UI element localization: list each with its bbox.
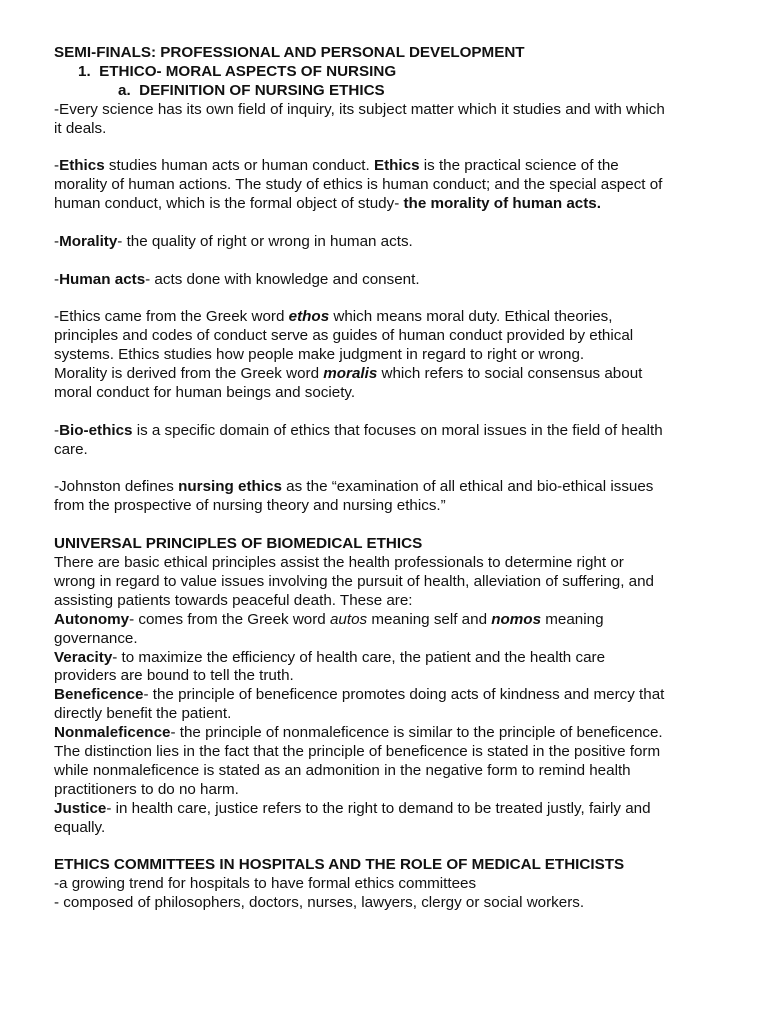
term-veracity: Veracity — [54, 648, 113, 666]
subsection-heading-text: DEFINITION OF NURSING ETHICS — [139, 81, 385, 99]
committees-line: -a growing trend for hospitals to have formal ethics committees — [54, 875, 477, 893]
principle-beneficence-line: directly benefit the patient. — [54, 705, 232, 723]
document-page — [54, 44, 724, 913]
paragraph-science-line: it deals. — [54, 119, 107, 137]
text: - to maximize the efficiency of health care, the patient and the health care — [112, 648, 606, 666]
text: - the principle of nonmaleficence is similar to the principle of beneficence. — [170, 724, 663, 742]
principle-nonmaleficence — [54, 724, 724, 743]
text: Morality is derived from the Greek word — [54, 365, 324, 383]
term-ethics: Ethics — [373, 157, 420, 175]
paragraph-bioethics-line — [54, 422, 724, 441]
definition-text: - the quality of right or wrong in human acts. — [117, 232, 413, 250]
paragraph-greek-line — [54, 365, 724, 384]
committees-line: - composed of philosophers, doctors, nurses, lawyers, clergy or social workers. — [54, 894, 585, 912]
text: -Ethics came from the Greek word — [54, 308, 289, 326]
term-nursing-ethics: nursing ethics — [178, 478, 282, 496]
principle-justice-line: equally. — [54, 818, 106, 836]
term-human-acts: Human acts — [59, 270, 146, 288]
text: is a specific domain of ethics that focuses on moral issues in the field of health — [132, 421, 663, 439]
principle-autonomy-line: governance. — [54, 629, 138, 647]
universal-intro-line: assisting patients towards peaceful death. These are: — [54, 591, 413, 609]
paragraph-greek-line — [54, 308, 724, 327]
text: - comes from the Greek word — [129, 610, 330, 628]
universal-intro-line: There are basic ethical principles assist the health professionals to determine right or — [54, 554, 624, 572]
document-title: SEMI-FINALS: PROFESSIONAL AND PERSONAL DEVELOPMENT — [54, 44, 525, 61]
text: meaning — [541, 610, 604, 628]
principle-veracity — [54, 649, 724, 668]
paragraph-morality — [54, 233, 724, 252]
term-nomos: nomos — [491, 610, 542, 628]
text: as the “examination of all ethical and bio-ethical issues — [281, 478, 654, 496]
paragraph-bioethics-line: care. — [54, 440, 88, 458]
principle-veracity-line: providers are bound to tell the truth. — [54, 667, 294, 685]
principle-autonomy — [54, 611, 724, 630]
term-ethos: ethos — [288, 308, 330, 326]
section-heading-1 — [54, 63, 724, 82]
paragraph-ethics-line — [54, 195, 724, 214]
subsection-letter: a. — [118, 81, 131, 99]
term-autonomy: Autonomy — [54, 610, 130, 628]
text: meaning self and — [367, 610, 492, 628]
paragraph-johnston-line — [54, 478, 724, 497]
term-justice: Justice — [54, 799, 107, 817]
principle-nonmaleficence-line: practitioners to do no harm. — [54, 780, 239, 798]
section-heading-ethics-committees: ETHICS COMMITTEES IN HOSPITALS AND THE ROLE OF MEDICAL ETHICISTS — [54, 856, 625, 874]
paragraph-greek-line: principles and codes of conduct serve as guides of human conduct provided by ethical — [54, 327, 634, 345]
definition-text: - acts done with knowledge and consent. — [145, 270, 420, 288]
term-autos: autos — [329, 610, 368, 628]
paragraph-greek-line: systems. Ethics studies how people make judgment in regard to right or wrong. — [54, 346, 585, 364]
section-number: 1. — [78, 62, 91, 80]
term-bio-ethics: Bio-ethics — [59, 421, 133, 439]
subsection-heading-a — [54, 82, 724, 101]
term-beneficence: Beneficence — [54, 686, 144, 704]
paragraph-ethics-line — [54, 157, 724, 176]
section-heading-text: ETHICO- MORAL ASPECTS OF NURSING — [99, 62, 397, 80]
text: which refers to social consensus about — [377, 365, 643, 383]
section-heading-universal-principles: UNIVERSAL PRINCIPLES OF BIOMEDICAL ETHICS — [54, 535, 423, 553]
term-morality: Morality — [59, 232, 118, 250]
paragraph-ethics-line: morality of human actions. The study of ethics is human conduct; and the special aspect of — [54, 176, 663, 194]
principle-beneficence — [54, 686, 724, 705]
dash: - — [54, 421, 60, 439]
text: which means moral duty. Ethical theories, — [329, 308, 613, 326]
term-ethics: Ethics — [59, 157, 105, 175]
paragraph-human-acts — [54, 271, 724, 290]
text: human conduct, which is the formal object of study- — [54, 195, 404, 213]
text: - the principle of beneficence promotes doing acts of kindness and mercy that — [143, 686, 665, 704]
dash: - — [54, 270, 60, 288]
term-moralis: moralis — [323, 365, 378, 383]
term-nonmaleficence: Nonmaleficence — [54, 724, 171, 742]
text: studies human acts or human conduct. — [104, 157, 374, 175]
emphasis-morality-of-acts: the morality of human acts. — [403, 195, 601, 213]
principle-justice — [54, 800, 724, 819]
paragraph-greek-line: moral conduct for human beings and society. — [54, 384, 356, 402]
principle-nonmaleficence-line: The distinction lies in the fact that the principle of beneficence is stated in the positive form — [54, 742, 661, 760]
text: - in health care, justice refers to the right to demand to be treated justly, fairly and — [106, 799, 651, 817]
universal-intro-line: wrong in regard to value issues involving the pursuit of health, alleviation of suffering, and — [54, 572, 654, 590]
text: is the practical science of the — [419, 157, 619, 175]
dash: - — [54, 232, 60, 250]
paragraph-science-line: -Every science has its own field of inquiry, its subject matter which it studies and with which — [54, 100, 665, 118]
dash: - — [54, 157, 60, 175]
text: -Johnston defines — [54, 478, 179, 496]
principle-nonmaleficence-line: while nonmaleficence is stated as an admonition in the negative form to remind health — [54, 761, 631, 779]
paragraph-johnston-line: from the prospective of nursing theory and nursing ethics.” — [54, 497, 446, 515]
